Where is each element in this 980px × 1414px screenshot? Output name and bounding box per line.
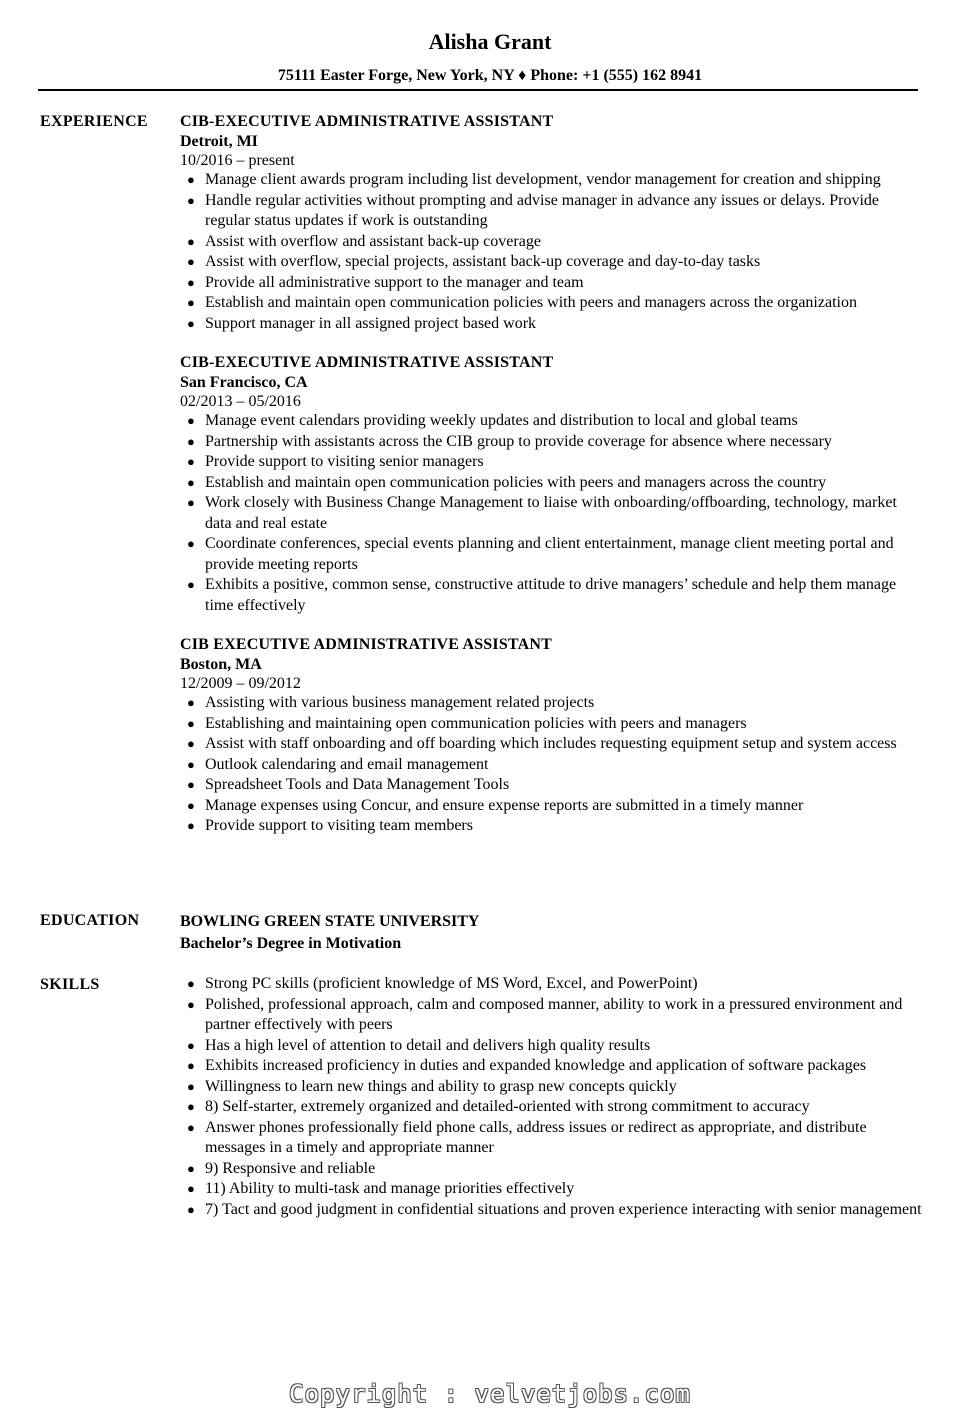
bullet-icon: ● bbox=[187, 756, 195, 772]
list-item: ● Exhibits a positive, common sense, constructive attitude to drive managers’ schedule and help them manage time effectively bbox=[187, 576, 897, 614]
bullet-icon: ● bbox=[187, 1119, 195, 1135]
bullet-icon: ● bbox=[187, 433, 195, 449]
job-entry bbox=[180, 635, 925, 837]
bullet-icon: ● bbox=[187, 192, 195, 208]
list-item: ● 9) Responsive and reliable bbox=[180, 1159, 925, 1180]
job-entry bbox=[180, 353, 925, 616]
experience-section bbox=[180, 112, 925, 837]
list-item: ● Assisting with various business management related projects bbox=[180, 693, 925, 714]
list-item: ● Answer phones professionally field phone calls, address issues or redirect as appropriate, and distribute messages in a timely and appropriate manner bbox=[187, 1118, 867, 1156]
job-duties bbox=[180, 170, 925, 334]
list-item: ● Exhibits increased proficiency in duties and expanded knowledge and application of software packages bbox=[180, 1056, 925, 1077]
bullet-icon: ● bbox=[187, 474, 195, 490]
skills-section bbox=[180, 974, 925, 1220]
list-item: ● Polished, professional approach, calm and composed manner, ability to work in a pressured environment and partner effectively with peers bbox=[187, 995, 903, 1033]
bullet-icon: ● bbox=[187, 536, 195, 551]
list-item: ● Provide support to visiting senior managers bbox=[180, 452, 925, 473]
list-item: ● Strong PC skills (proficient knowledge of MS Word, Excel, and PowerPoint) bbox=[180, 974, 925, 995]
bullet-icon: ● bbox=[187, 495, 195, 510]
bullet-icon: ● bbox=[187, 1099, 195, 1114]
list-item: ● Willingness to learn new things and ability to grasp new concepts quickly bbox=[180, 1077, 925, 1098]
skills-list bbox=[180, 974, 925, 1220]
list-item: ● Assist with overflow, special projects, assistant back-up coverage and day-to-day tasks bbox=[180, 252, 925, 273]
list-item: ● Assist with staff onboarding and off boarding which includes requesting equipment setup and system access bbox=[180, 734, 925, 755]
bullet-icon: ● bbox=[187, 1058, 195, 1073]
candidate-name: Alisha Grant bbox=[428, 29, 552, 54]
list-item: ● Work closely with Business Change Management to liaise with onboarding/offboarding, technology, market data and real estate bbox=[187, 494, 897, 532]
bullet-icon: ● bbox=[187, 413, 195, 428]
contact-line: 75111 Easter Forge, New York, NY ♦ Phone: +1 (555) 162 8941 bbox=[277, 67, 703, 84]
bullet-icon: ● bbox=[187, 1181, 195, 1196]
job-location: San Francisco, CA bbox=[180, 374, 308, 391]
bullet-icon: ● bbox=[187, 736, 195, 751]
job-duties bbox=[180, 693, 925, 837]
list-item: ● Handle regular activities without prompting and advise manager in advance any issues or delays. Provide regular status updates if work is outstanding bbox=[187, 191, 880, 229]
bullet-icon: ● bbox=[187, 1078, 195, 1094]
list-item: ● Establish and maintain open communication policies with peers and managers across the organization bbox=[180, 293, 925, 314]
job-dates: 02/2013 – 05/2016 bbox=[180, 393, 301, 410]
bullet-icon: ● bbox=[187, 1160, 195, 1176]
list-item: ● Establish and maintain open communication policies with peers and managers across the country bbox=[180, 473, 925, 494]
list-item: ● 7) Tact and good judgment in confidential situations and proven experience interacting with senior management bbox=[180, 1200, 925, 1221]
list-item: ● Establishing and maintaining open communication policies with peers and managers bbox=[180, 714, 925, 735]
job-duties bbox=[180, 411, 925, 616]
bullet-icon: ● bbox=[187, 577, 195, 592]
bullet-icon: ● bbox=[187, 454, 195, 469]
education-section-label: EDUCATION bbox=[40, 912, 140, 929]
bullet-icon: ● bbox=[187, 172, 195, 187]
bullet-icon: ● bbox=[187, 996, 195, 1012]
bullet-icon: ● bbox=[187, 976, 195, 991]
skills-section-label: SKILLS bbox=[40, 976, 100, 993]
job-location: Boston, MA bbox=[180, 656, 262, 673]
list-item: ● Partnership with assistants across the CIB group to provide coverage for absence where necessary bbox=[180, 432, 925, 453]
bullet-icon: ● bbox=[187, 315, 195, 331]
bullet-icon: ● bbox=[187, 818, 195, 833]
bullet-icon: ● bbox=[187, 797, 195, 813]
bullet-icon: ● bbox=[187, 233, 195, 249]
education-school: BOWLING GREEN STATE UNIVERSITY bbox=[180, 913, 480, 930]
bullet-icon: ● bbox=[187, 695, 195, 710]
list-item: ● Assist with overflow and assistant back-up coverage bbox=[180, 232, 925, 253]
job-dates: 12/2009 – 09/2012 bbox=[180, 675, 301, 692]
bullet-icon: ● bbox=[187, 1037, 195, 1053]
job-entry bbox=[180, 112, 925, 334]
job-title: CIB-EXECUTIVE ADMINISTRATIVE ASSISTANT bbox=[180, 354, 554, 371]
list-item: ● Manage event calendars providing weekly updates and distribution to local and global teams bbox=[180, 411, 925, 432]
bullet-icon: ● bbox=[187, 1201, 195, 1217]
list-item: ● 11) Ability to multi-task and manage priorities effectively bbox=[180, 1179, 925, 1200]
list-item: ● Outlook calendaring and email management bbox=[180, 755, 925, 776]
list-item: ● Provide support to visiting team members bbox=[180, 816, 925, 837]
job-dates: 10/2016 – present bbox=[180, 152, 295, 169]
header-divider bbox=[38, 89, 918, 91]
list-item: ● Spreadsheet Tools and Data Management Tools bbox=[180, 775, 925, 796]
bullet-icon: ● bbox=[187, 715, 195, 731]
list-item: ● Manage client awards program including list development, vendor management for creation and shipping bbox=[180, 170, 925, 191]
copyright-watermark: Copyright : velvetjobs.com bbox=[289, 1380, 691, 1408]
list-item: ● Support manager in all assigned project based work bbox=[180, 314, 925, 335]
experience-section-label: EXPERIENCE bbox=[40, 113, 148, 130]
education-section bbox=[180, 911, 925, 955]
list-item: ● Provide all administrative support to the manager and team bbox=[180, 273, 925, 294]
job-location: Detroit, MI bbox=[180, 133, 258, 150]
list-item: ● Has a high level of attention to detail and delivers high quality results bbox=[180, 1036, 925, 1057]
list-item: ● 8) Self-starter, extremely organized and detailed-oriented with strong commitment to accuracy bbox=[180, 1097, 925, 1118]
education-degree: Bachelor’s Degree in Motivation bbox=[180, 935, 402, 952]
bullet-icon: ● bbox=[187, 254, 195, 269]
bullet-icon: ● bbox=[187, 777, 195, 792]
job-title: CIB EXECUTIVE ADMINISTRATIVE ASSISTANT bbox=[180, 636, 552, 653]
list-item: ● Coordinate conferences, special events planning and client entertainment, manage client meeting portal and provide meeting reports bbox=[187, 535, 894, 573]
list-item: ● Manage expenses using Concur, and ensure expense reports are submitted in a timely manner bbox=[180, 796, 925, 817]
job-title: CIB-EXECUTIVE ADMINISTRATIVE ASSISTANT bbox=[180, 113, 554, 130]
bullet-icon: ● bbox=[187, 295, 195, 310]
bullet-icon: ● bbox=[187, 274, 195, 290]
